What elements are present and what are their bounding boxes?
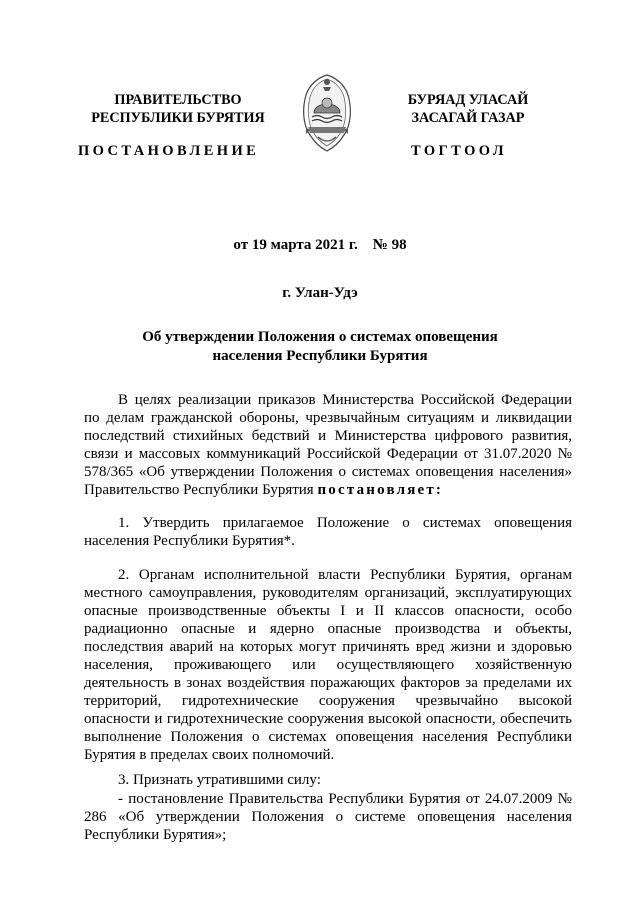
preamble-text: В целях реализации приказов Министерства Российской Федерации по делам гражданской обороны, чрезвычайным ситуациям и ликвидации последствий стихийных бедствий и Министерства цифрового развития, связи и массовых коммуникаций Российской Федерации от 31.07.2020 № 578/365 «Об утверждении Положения о системах оповещения населения» Правительство Республики Бурятия bbox=[84, 392, 572, 498]
document-title-line1: Об утверждении Положения о системах оповещения bbox=[142, 329, 498, 345]
preamble-action: постановляет: bbox=[317, 482, 444, 498]
item-1-paragraph: 1. Утвердить прилагаемое Положение о системах оповещения населения Республики Бурятия*. bbox=[84, 515, 572, 549]
item-3-sub-1-paragraph: - постановление Правительства Республики Бурятия от 24.07.2009 № 286 «Об утверждении Положения о системе оповещения населения Республики Бурятия»; bbox=[84, 791, 572, 843]
document-title bbox=[0, 328, 640, 366]
header-right-org bbox=[383, 91, 553, 127]
header-left-org bbox=[78, 91, 278, 127]
header-left-line2: РЕСПУБЛИКИ БУРЯТИЯ bbox=[91, 110, 265, 126]
preamble-paragraph bbox=[84, 391, 572, 499]
header-left-title: ПОСТАНОВЛЕНИЕ bbox=[78, 143, 260, 159]
header-right-title: ТОГТООЛ bbox=[411, 143, 507, 159]
header-right-line1: БУРЯАД УЛАСАЙ bbox=[407, 92, 529, 108]
item-3-paragraph: 3. Признать утратившими силу: bbox=[118, 772, 321, 788]
header-left-line1: ПРАВИТЕЛЬСТВО bbox=[114, 92, 242, 108]
header-right-line2: ЗАСАГАЙ ГАЗАР bbox=[411, 110, 525, 126]
item-2-paragraph: 2. Органам исполнительной власти Республики Бурятия, органам местного самоуправления, руководителям организаций, эксплуатирующих опасные производственные объекты I и II классов опасности, особо радиационно опасные и ядерно опасные производства и объекты, последствия аварий на которых могут причинять вред жизни и здоровью населения, проживающего или осуществляющего хозяйственную деятельность в зонах воздействия поражающих факторов за пределами их территорий, гидротехнические сооружения чрезвычайно высокой опасности и гидротехнические сооружения высокой опасности, обеспечить выполнение Положения о системах оповещения населения Республики Бурятия в пределах своих полномочий. bbox=[84, 567, 572, 763]
document-date: от 19 марта 2021 г. № 98 bbox=[233, 237, 407, 253]
document-city: г. Улан-Удэ bbox=[282, 285, 358, 301]
coat-of-arms-icon bbox=[300, 73, 354, 153]
document-title-line2: населения Республики Бурятия bbox=[212, 348, 428, 364]
